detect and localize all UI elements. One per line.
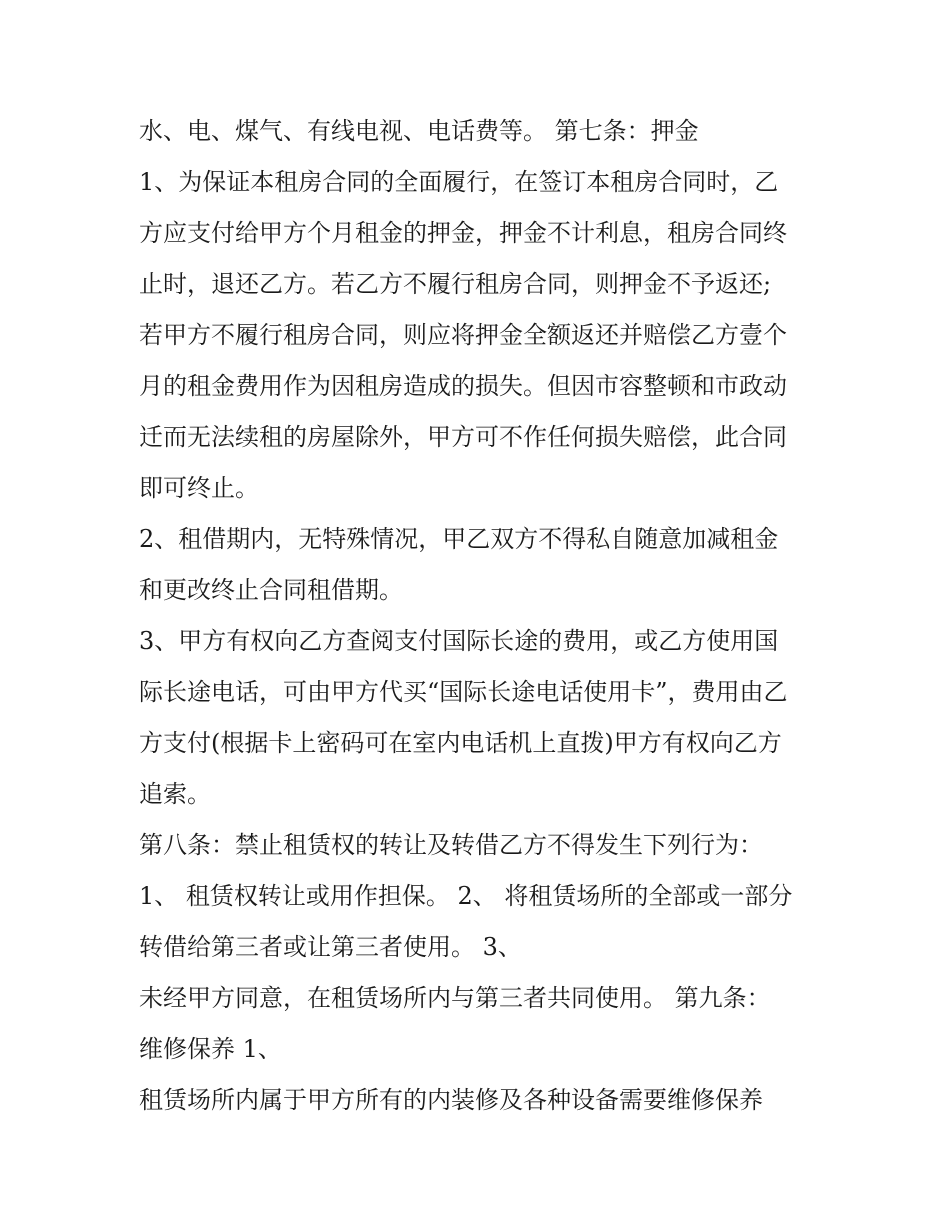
text-line: 2、租借期内，无特殊情况，甲乙双方不得私自随意加减租金	[139, 525, 779, 553]
text-line: 若甲方不履行租房合同，则应将押金全额返还并赔偿乙方壹个	[139, 321, 787, 349]
text-line: 维修保养 1、	[139, 1035, 282, 1063]
text-line: 3、甲方有权向乙方查阅支付国际长途的费用，或乙方使用国	[139, 627, 779, 655]
text-line: 未经甲方同意，在租赁场所内与第三者共同使用。 第九条：	[139, 984, 771, 1012]
text-line: 转借给第三者或让第三者使用。 3、	[139, 933, 522, 961]
text-line: 止时，退还乙方。若乙方不履行租房合同，则押金不予返还;	[139, 270, 772, 298]
text-line: 第八条：禁止租赁权的转让及转借乙方不得发生下列行为：	[139, 831, 763, 859]
text-line: 和更改终止合同租借期。	[139, 576, 403, 604]
contract-text	[139, 106, 829, 1126]
text-line: 即可终止。	[139, 474, 259, 502]
text-line: 追索。	[139, 780, 211, 808]
text-line: 1、 租赁权转让或用作担保。 2、 将租赁场所的全部或一部分	[139, 882, 793, 910]
text-line: 方应支付给甲方个月租金的押金，押金不计利息，租房合同终	[139, 219, 787, 247]
text-line: 月的租金费用作为因租房造成的损失。但因市容整顿和市政动	[139, 372, 787, 400]
text-line: 1、为保证本租房合同的全面履行，在签订本租房合同时，乙	[139, 168, 779, 196]
text-line: 方支付(根据卡上密码可在室内电话机上直拨)甲方有权向乙方	[139, 729, 782, 757]
text-line: 迁而无法续租的房屋除外，甲方可不作任何损失赔偿，此合同	[139, 423, 787, 451]
text-line: 租赁场所内属于甲方所有的内装修及各种设备需要维修保养	[139, 1086, 763, 1114]
text-line: 际长途电话，可由甲方代买“国际长途电话使用卡”，费用由乙	[139, 678, 788, 706]
text-line: 水、电、煤气、有线电视、电话费等。 第七条：押金	[139, 117, 699, 145]
